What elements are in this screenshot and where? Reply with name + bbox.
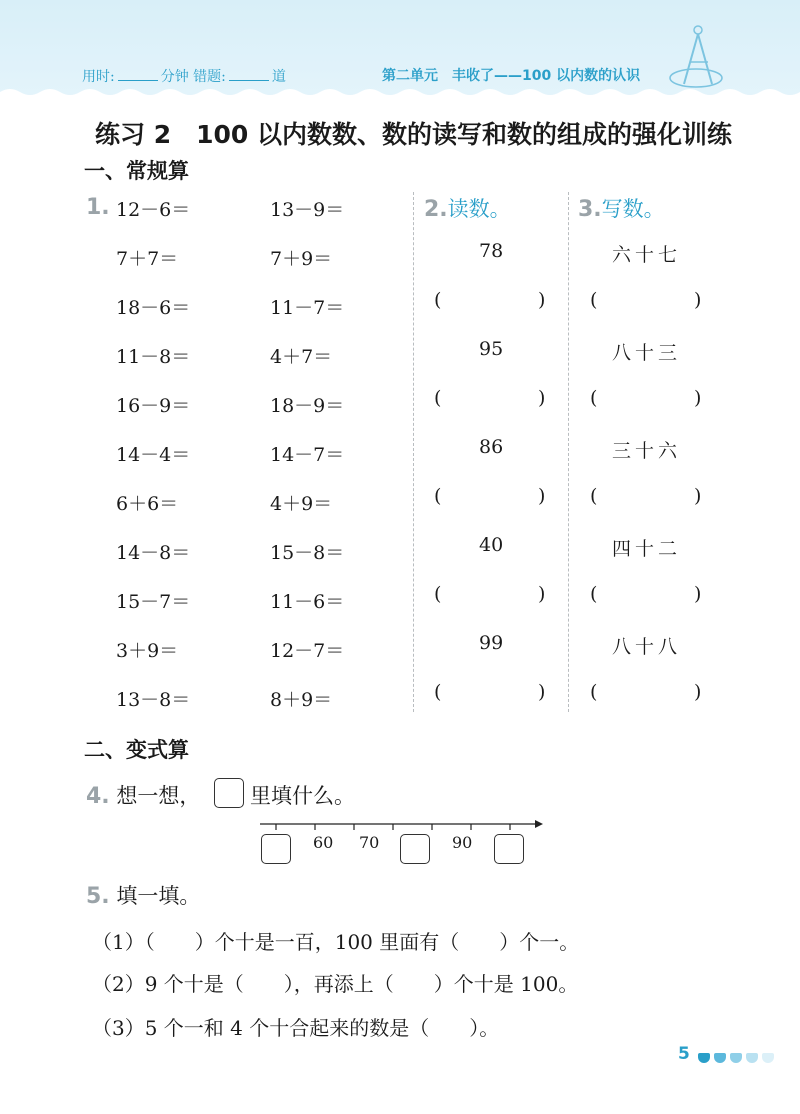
dao-label: 道: [271, 69, 286, 85]
write-answer-paren[interactable]: (: [590, 485, 598, 507]
number-line: [255, 810, 555, 870]
calc-expression: 18－9＝: [270, 395, 345, 417]
read-number-value: 78: [479, 240, 504, 262]
calc-expression: 8＋9＝: [270, 689, 333, 711]
calc-expression: 15－7＝: [116, 591, 191, 613]
write-answer-paren[interactable]: (: [590, 387, 598, 409]
read-number-value: 86: [479, 436, 504, 458]
calc-expression: 14－8＝: [116, 542, 191, 564]
read-number-value: 99: [479, 632, 504, 654]
calc-expression: 11－8＝: [116, 346, 191, 368]
calc-expression: 4＋7＝: [270, 346, 333, 368]
column-divider: [413, 192, 414, 712]
read-answer-paren[interactable]: (: [434, 289, 442, 311]
section-heading-regular: 一、常规算: [84, 159, 189, 183]
write-answer-paren[interactable]: ): [694, 583, 702, 605]
question-3-heading: 3.写数。: [578, 197, 665, 222]
read-answer-paren[interactable]: (: [434, 583, 442, 605]
number-line-label: 90: [452, 833, 473, 852]
read-answer-paren[interactable]: (: [434, 485, 442, 507]
page-decoration-dots: [698, 1048, 778, 1067]
calc-expression: 16－9＝: [116, 395, 191, 417]
time-error-record: [82, 66, 286, 86]
decoration-dot: [746, 1053, 758, 1063]
write-number-word: 八十三: [612, 342, 682, 364]
calc-expression: 13－8＝: [116, 689, 191, 711]
exercise-title: 练习 2 100 以内数数、数的读写和数的组成的强化训练: [95, 120, 732, 149]
column-divider: [568, 192, 569, 712]
write-number-word: 四十二: [612, 538, 682, 560]
number-line-answer-box[interactable]: [261, 834, 291, 864]
read-number-value: 40: [479, 534, 504, 556]
write-answer-paren[interactable]: (: [590, 681, 598, 703]
calc-expression: 7＋7＝: [116, 248, 179, 270]
calc-expression: 4＋9＝: [270, 493, 333, 515]
calc-expression: 11－7＝: [270, 297, 345, 319]
write-number-word: 三十六: [612, 440, 682, 462]
decoration-dot: [714, 1053, 726, 1063]
question-5-heading: 5. 填一填。: [86, 884, 201, 909]
read-number-value: 95: [479, 338, 504, 360]
read-answer-paren[interactable]: ): [538, 387, 546, 409]
decoration-dot: [730, 1053, 742, 1063]
number-line-label: 60: [313, 833, 334, 852]
number-line-label: 70: [359, 833, 380, 852]
write-answer-paren[interactable]: (: [590, 289, 598, 311]
question-4-heading: 4. 想一想，: [86, 784, 201, 809]
write-number-word: 六十七: [612, 244, 682, 266]
time-label: 用时:: [82, 69, 115, 85]
read-answer-paren[interactable]: ): [538, 289, 546, 311]
calc-expression: 18－6＝: [116, 297, 191, 319]
calc-expression: 13－9＝: [270, 199, 345, 221]
fill-item-1[interactable]: （1）（ ）个十是一百，100 里面有（ ）个一。: [92, 930, 580, 954]
calc-expression: 15－8＝: [270, 542, 345, 564]
question-1-number: 1.: [86, 195, 110, 220]
calc-expression: 11－6＝: [270, 591, 345, 613]
calc-expression: 6＋6＝: [116, 493, 179, 515]
calc-expression: 14－4＝: [116, 444, 191, 466]
errors-label: 错题:: [193, 69, 226, 85]
read-answer-paren[interactable]: ): [538, 681, 546, 703]
section-heading-variant: 二、变式算: [84, 738, 189, 762]
write-number-word: 八十八: [612, 636, 682, 658]
write-answer-paren[interactable]: ): [694, 485, 702, 507]
errors-blank[interactable]: [229, 80, 269, 81]
calc-expression: 3＋9＝: [116, 640, 179, 662]
read-answer-paren[interactable]: (: [434, 681, 442, 703]
write-answer-paren[interactable]: (: [590, 583, 598, 605]
calc-expression: 14－7＝: [270, 444, 345, 466]
minute-label: 分钟: [160, 69, 189, 85]
calc-expression: 12－7＝: [270, 640, 345, 662]
unit-title: 第二单元 丰收了——100 以内数的认识: [382, 68, 641, 84]
question-4-text: 里填什么。: [250, 784, 355, 808]
number-line-answer-box[interactable]: [400, 834, 430, 864]
number-line-axis: [255, 814, 555, 834]
time-blank[interactable]: [118, 80, 158, 81]
number-line-answer-box[interactable]: [494, 834, 524, 864]
write-answer-paren[interactable]: ): [694, 289, 702, 311]
fill-item-3[interactable]: （3）5 个一和 4 个十合起来的数是（ ）。: [92, 1016, 500, 1040]
decoration-dot: [762, 1053, 774, 1063]
read-answer-paren[interactable]: ): [538, 583, 546, 605]
calc-expression: 12－6＝: [116, 199, 191, 221]
page-number: 5: [678, 1044, 690, 1064]
read-answer-paren[interactable]: (: [434, 387, 442, 409]
decoration-dot: [698, 1053, 710, 1063]
write-answer-paren[interactable]: ): [694, 387, 702, 409]
question-2-heading: 2.读数。: [424, 197, 511, 222]
write-answer-paren[interactable]: ): [694, 681, 702, 703]
read-answer-paren[interactable]: ): [538, 485, 546, 507]
calc-expression: 7＋9＝: [270, 248, 333, 270]
answer-box-sample: [214, 778, 244, 808]
compass-icon: [668, 22, 728, 92]
fill-item-2[interactable]: （2）9 个十是（ ），再添上（ ）个十是 100。: [92, 972, 579, 996]
